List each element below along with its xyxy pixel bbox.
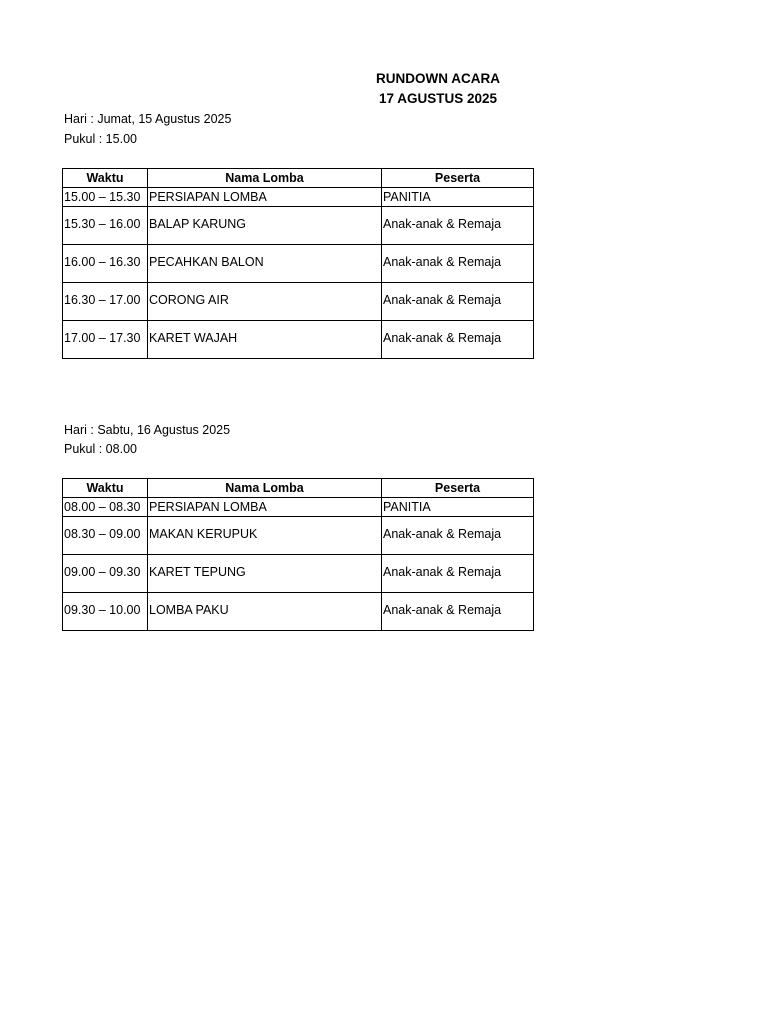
cell-peserta: Anak-anak & Remaja — [382, 593, 534, 631]
header-nama-lomba: Nama Lomba — [148, 169, 382, 188]
day2-schedule-table — [62, 478, 534, 631]
cell-peserta: PANITIA — [382, 188, 534, 207]
day2-hari: Hari : Sabtu, 16 Agustus 2025 — [64, 423, 231, 437]
document-subtitle: 17 AGUSTUS 2025 — [378, 91, 498, 106]
cell-waktu: 09.30 – 10.00 — [63, 593, 148, 631]
day1-pukul: Pukul : 15.00 — [64, 132, 137, 146]
cell-nama-lomba: BALAP KARUNG — [148, 207, 382, 245]
cell-nama-lomba: CORONG AIR — [148, 283, 382, 321]
cell-nama-lomba: MAKAN KERUPUK — [148, 517, 382, 555]
header-peserta: Peserta — [382, 169, 534, 188]
table-header-row — [63, 169, 534, 188]
cell-nama-lomba: PERSIAPAN LOMBA — [148, 498, 382, 517]
cell-peserta: Anak-anak & Remaja — [382, 517, 534, 555]
header-waktu: Waktu — [63, 479, 148, 498]
table-row — [63, 498, 534, 517]
cell-peserta: Anak-anak & Remaja — [382, 245, 534, 283]
cell-peserta: PANITIA — [382, 498, 534, 517]
cell-nama-lomba: KARET WAJAH — [148, 321, 382, 359]
cell-waktu: 15.30 – 16.00 — [63, 207, 148, 245]
cell-waktu: 16.30 – 17.00 — [63, 283, 148, 321]
header-waktu: Waktu — [63, 169, 148, 188]
table-row — [63, 555, 534, 593]
day2-pukul: Pukul : 08.00 — [64, 442, 137, 456]
table-row — [63, 207, 534, 245]
cell-waktu: 15.00 – 15.30 — [63, 188, 148, 207]
day1-schedule-table — [62, 168, 534, 359]
cell-waktu: 16.00 – 16.30 — [63, 245, 148, 283]
cell-nama-lomba: LOMBA PAKU — [148, 593, 382, 631]
table-row — [63, 321, 534, 359]
cell-nama-lomba: PERSIAPAN LOMBA — [148, 188, 382, 207]
cell-waktu: 17.00 – 17.30 — [63, 321, 148, 359]
table-row — [63, 283, 534, 321]
table-row — [63, 593, 534, 631]
cell-waktu: 08.30 – 09.00 — [63, 517, 148, 555]
cell-nama-lomba: PECAHKAN BALON — [148, 245, 382, 283]
cell-waktu: 09.00 – 09.30 — [63, 555, 148, 593]
table-row — [63, 245, 534, 283]
cell-peserta: Anak-anak & Remaja — [382, 283, 534, 321]
table-row — [63, 517, 534, 555]
document-title: RUNDOWN ACARA — [376, 71, 500, 86]
cell-peserta: Anak-anak & Remaja — [382, 321, 534, 359]
cell-nama-lomba: KARET TEPUNG — [148, 555, 382, 593]
header-peserta: Peserta — [382, 479, 534, 498]
cell-waktu: 08.00 – 08.30 — [63, 498, 148, 517]
cell-peserta: Anak-anak & Remaja — [382, 555, 534, 593]
cell-peserta: Anak-anak & Remaja — [382, 207, 534, 245]
table-row — [63, 188, 534, 207]
day1-hari: Hari : Jumat, 15 Agustus 2025 — [64, 112, 232, 126]
table-header-row — [63, 479, 534, 498]
header-nama-lomba: Nama Lomba — [148, 479, 382, 498]
